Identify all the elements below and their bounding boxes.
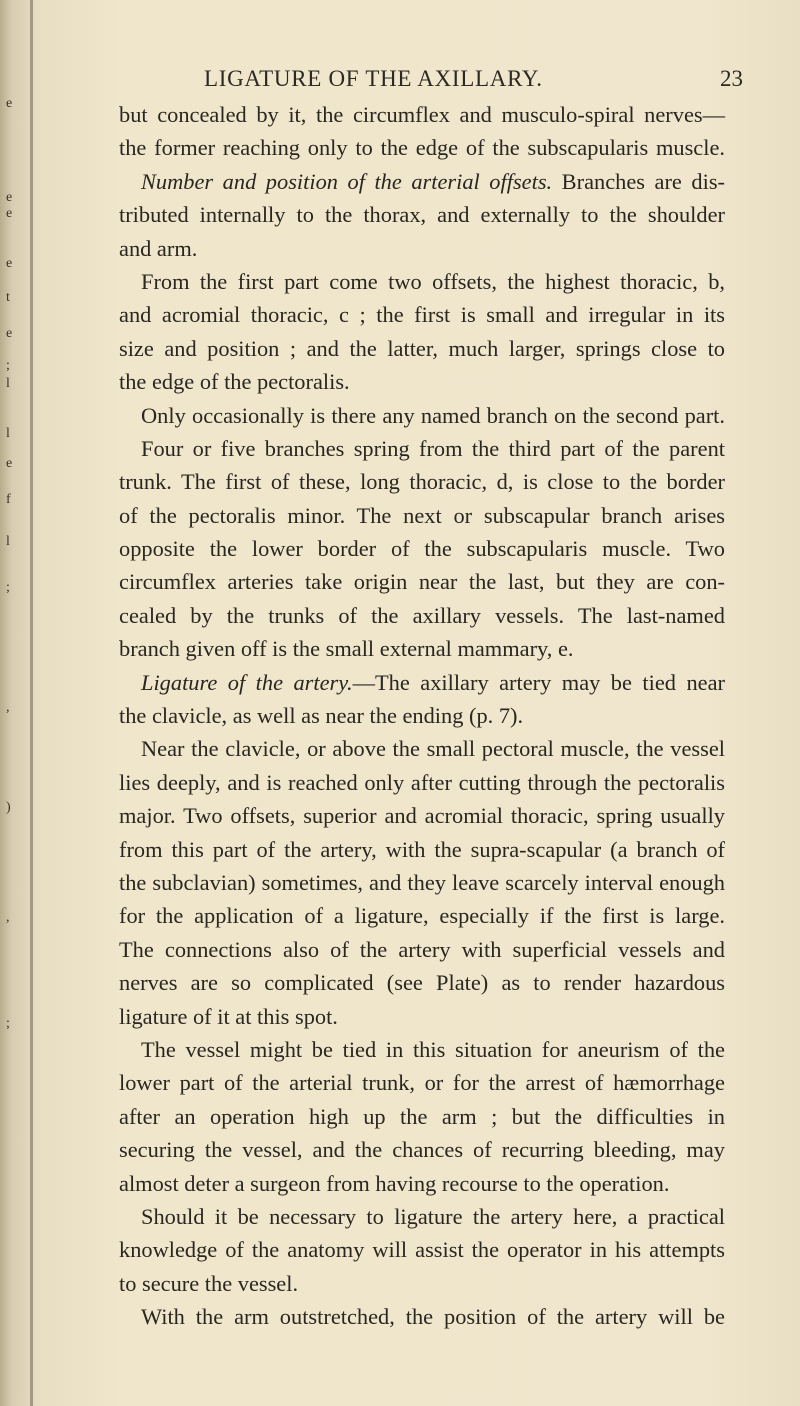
line-text: Near the clavicle, or above the small pectoral muscle, the vessel (141, 736, 725, 762)
line-text: Only occasionally is there any named branch on the second part. (141, 402, 725, 428)
line-text: and arm. (119, 235, 198, 261)
text-line (119, 766, 725, 799)
text-line (119, 399, 725, 432)
line-text: but concealed by it, the circumflex and musculo-spiral nerves— (119, 102, 725, 127)
text-line (119, 1167, 725, 1200)
text-line (119, 165, 725, 198)
line-text: lies deeply, and is reached only after cutting through the pectoralis (119, 769, 725, 795)
line-text: branch given off is the small external mammary, e. (119, 636, 574, 662)
text-line (119, 799, 725, 832)
margin-glyph: e (6, 326, 13, 341)
text-line (119, 1200, 725, 1233)
text-line (119, 632, 725, 665)
line-text: after an operation high up the arm ; but the difficulties in (119, 1103, 725, 1129)
text-line (119, 432, 725, 465)
line-text: —The axillary artery may be tied near (352, 669, 725, 695)
margin-glyph: f (6, 492, 11, 507)
margin-glyph: e (6, 190, 13, 205)
line-text: from this part of the artery, with the supra-scapular (a branch of (119, 836, 725, 862)
page-number: 23 (720, 66, 743, 91)
line-text: cealed by the trunks of the axillary vessels. The last-named (119, 602, 725, 628)
text-line (119, 465, 725, 498)
line-text: the edge of the pectoralis. (119, 369, 350, 395)
margin-glyph: e (6, 206, 13, 221)
text-line (119, 899, 725, 932)
line-text: major. Two offsets, superior and acromial thoracic, spring usually (119, 803, 725, 829)
text-line (119, 933, 725, 966)
text-line (119, 98, 725, 131)
text-line (119, 666, 725, 699)
text-line (119, 1100, 725, 1133)
line-text: Should it be necessary to ligature the artery here, a practical (141, 1203, 725, 1229)
margin-glyph: e (6, 256, 13, 271)
line-text: almost deter a surgeon from having recourse to the operation. (119, 1170, 670, 1196)
line-text: The connections also of the artery with superficial vessels and (119, 936, 725, 962)
text-line (119, 198, 725, 231)
margin-glyph: e (6, 456, 13, 471)
line-text: for the application of a ligature, especially if the first is large. (119, 903, 725, 929)
text-line (119, 866, 725, 899)
text-line (119, 732, 725, 765)
text-line (119, 966, 725, 999)
text-line (119, 1133, 725, 1166)
margin-glyph: ; (6, 580, 10, 595)
line-text: nerves are so complicated (see Plate) as to render hazardous (119, 970, 725, 996)
line-text: The vessel might be tied in this situation for aneurism of the (141, 1036, 725, 1062)
margin-glyph: l (6, 426, 10, 441)
margin-glyph: ) (6, 800, 11, 815)
text-line (119, 1267, 725, 1300)
line-text: trunk. The first of these, long thoracic, d, is close to the border (119, 469, 725, 495)
line-text: of the pectoralis minor. The next or subscapular branch arises (119, 502, 725, 528)
text-line (119, 131, 725, 164)
line-text: to secure the vessel. (119, 1270, 299, 1296)
line-text: securing the vessel, and the chances of recurring bleeding, may (119, 1137, 725, 1163)
running-header: LIGATURE OF THE AXILLARY. (204, 66, 543, 91)
line-text: the clavicle, as well as near the ending (p. 7). (119, 703, 524, 729)
italic-run: Ligature of the artery. (141, 669, 353, 695)
body-text (119, 98, 725, 1333)
text-line (119, 298, 725, 331)
text-line (119, 232, 725, 265)
margin-glyph: ; (6, 1016, 10, 1031)
text-line (119, 265, 725, 298)
margin-glyph: t (6, 290, 10, 305)
margin-glyph: , (6, 700, 10, 715)
line-text: the former reaching only to the edge of the subscapularis muscle. (119, 135, 725, 161)
line-text: ligature of it at this spot. (119, 1003, 338, 1029)
text-line (119, 532, 725, 565)
line-text: the subclavian) sometimes, and they leave scarcely interval enough (119, 869, 725, 895)
line-text: size and position ; and the latter, much larger, springs close to (119, 335, 725, 361)
line-text: Branches are dis- (552, 168, 725, 194)
line-text: knowledge of the anatomy will assist the operator in his attempts (119, 1237, 725, 1263)
facing-page-edge (30, 0, 33, 1406)
facing-page-margin-glyphs (0, 0, 20, 1406)
line-text: With the arm outstretched, the position of the artery will be (141, 1304, 725, 1330)
text-line (119, 565, 725, 598)
line-text: circumflex arteries take origin near the last, but they are con- (119, 569, 725, 595)
line-text: and acromial thoracic, c ; the first is small and irregular in its (119, 302, 725, 328)
text-line (119, 1233, 725, 1266)
margin-glyph: , (6, 910, 10, 925)
margin-glyph: e (6, 96, 13, 111)
margin-glyph: l (6, 534, 10, 549)
margin-glyph: l (6, 376, 10, 391)
text-line (119, 599, 725, 632)
text-line (119, 699, 725, 732)
italic-run: Number and position of the arterial offsets. (141, 168, 553, 194)
text-line (119, 1000, 725, 1033)
text-line (119, 1300, 725, 1333)
text-line (119, 1033, 725, 1066)
line-text: tributed internally to the thorax, and externally to the shoulder (119, 202, 725, 228)
text-line (119, 499, 725, 532)
text-line (119, 1066, 725, 1099)
text-line (119, 365, 725, 398)
line-text: opposite the lower border of the subscapularis muscle. Two (119, 536, 725, 562)
line-text: Four or five branches spring from the third part of the parent (141, 435, 725, 461)
line-text: From the first part come two offsets, the highest thoracic, b, (141, 268, 725, 294)
text-line (119, 332, 725, 365)
line-text: lower part of the arterial trunk, or for the arrest of hæmorrhage (119, 1070, 725, 1096)
margin-glyph: ; (6, 358, 10, 373)
text-line (119, 833, 725, 866)
